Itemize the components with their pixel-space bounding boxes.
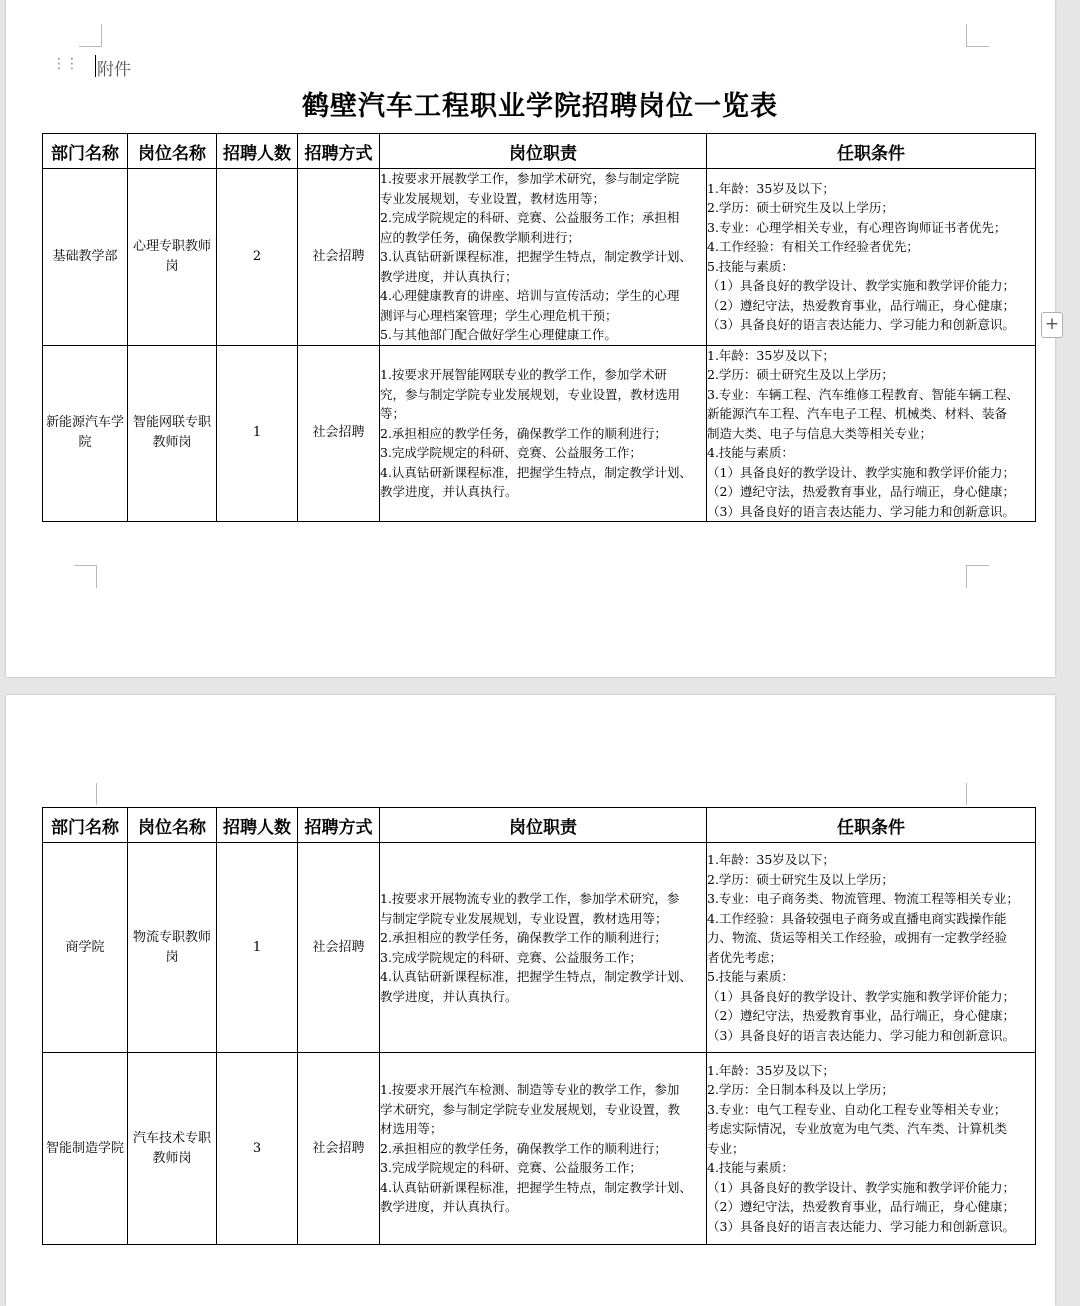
requirement-line: 新能源汽车工程、汽车电子工程、机械类、材料、装备 (707, 406, 1008, 421)
header-duties: 岗位职责 (380, 808, 707, 843)
requirement-line: 3.专业：电气工程专业、自动化工程专业等相关专业； (707, 1101, 1007, 1117)
requirement-line: 3.专业：电子商务类、物流管理、物流工程等相关专业； (707, 891, 1019, 906)
duty-line: 2.承担相应的教学任务，确保教学工作的顺利进行； (380, 425, 667, 441)
requirement-line: （2）遵纪守法，热爱教育事业，品行端正，身心健康； (707, 1008, 1015, 1023)
duty-line: 5.与其他部门配合做好学生心理健康工作。 (380, 327, 617, 342)
cell-count: 1 (217, 345, 298, 522)
requirement-line: 4.工作经验：具备较强电子商务或直播电商实践操作能 (707, 910, 1007, 926)
cell-position: 物流专职教师岗 (128, 843, 217, 1053)
cell-position: 心理专职教师岗 (128, 169, 217, 346)
requirement-line: 1.年龄：35岁及以下； (707, 180, 835, 196)
duty-line: 应的教学任务，确保教学顺利进行； (380, 229, 581, 245)
document-title: 鹤壁汽车工程职业学院招聘岗位一览表 (302, 91, 778, 122)
duty-line: 3.认真钻研新课程标准，把握学生特点，制定教学计划、 (380, 249, 692, 264)
header-count: 招聘人数 (217, 808, 298, 843)
cell-method: 社会招聘 (298, 843, 380, 1053)
duty-line: 等； (380, 406, 406, 421)
duty-line: 1.按要求开展汽车检测、制造等专业的教学工作，参加 (380, 1082, 680, 1098)
duty-line: 2.承担相应的教学任务，确保教学工作的顺利进行； (380, 930, 667, 945)
duty-line: 4.认真钻研新课程标准，把握学生特点，制定教学计划、 (380, 1179, 692, 1195)
duty-line: 教学进度，并认真执行。 (380, 484, 518, 499)
cell-method: 社会招聘 (298, 345, 380, 522)
requirement-line: 2.学历：全日制本科及以上学历； (707, 1082, 894, 1098)
cell-count: 2 (217, 169, 298, 346)
duty-line: 4.认真钻研新课程标准，把握学生特点，制定教学计划、 (380, 464, 692, 480)
requirement-line: 专业； (707, 1140, 745, 1156)
requirement-line: 3.专业：心理学相关专业，有心理咨询师证书者优先； (707, 219, 1007, 235)
margin-corner-mark (79, 24, 102, 47)
requirement-line: 制造大类、电子与信息大类等相关专业； (707, 425, 933, 441)
duty-line: 专业发展规划，专业设置，教材选用等； (380, 190, 606, 206)
cell-method: 社会招聘 (298, 1053, 380, 1245)
cell-count: 1 (217, 843, 298, 1053)
header-method: 招聘方式 (298, 808, 380, 843)
duty-line: 3.完成学院规定的科研、竞赛、公益服务工作； (380, 1160, 642, 1176)
header-position: 岗位名称 (128, 808, 217, 843)
requirement-line: 1.年龄：35岁及以下； (707, 347, 835, 363)
requirement-line: （3）具备良好的语言表达能力、学习能力和创新意识。 (707, 1027, 1015, 1043)
header-requirements: 任职条件 (707, 134, 1036, 169)
duty-line: 3.完成学院规定的科研、竞赛、公益服务工作； (380, 445, 642, 460)
cell-requirements (707, 1053, 1036, 1245)
recruitment-table-page-1 (42, 133, 1036, 522)
duty-line: 材选用等； (380, 1121, 443, 1137)
cell-dept: 智能制造学院 (43, 1053, 128, 1245)
cell-dept: 商学院 (43, 843, 128, 1053)
table-row (43, 1053, 1036, 1245)
cell-requirements (707, 843, 1036, 1053)
requirement-line: 2.学历：硕士研究生及以上学历； (707, 200, 894, 216)
requirement-line: 5.技能与素质： (707, 969, 794, 984)
add-row-button[interactable]: + (1041, 312, 1063, 338)
cell-requirements (707, 169, 1036, 346)
table-row (43, 169, 1036, 346)
text-cursor (95, 55, 96, 77)
margin-corner-mark (966, 24, 989, 47)
cell-count: 3 (217, 1053, 298, 1245)
duty-line: 2.完成学院规定的科研、竞赛、公益服务工作；承担相 (380, 210, 680, 225)
requirement-line: （3）具备良好的语言表达能力、学习能力和创新意识。 (707, 503, 1015, 519)
margin-corner-mark (74, 783, 97, 805)
cell-position: 汽车技术专职教师岗 (128, 1053, 217, 1245)
margin-corner-mark (966, 565, 989, 588)
cell-method: 社会招聘 (298, 169, 380, 346)
duty-line: 教学进度，并认真执行。 (380, 988, 518, 1004)
requirement-line: （2）遵纪守法，热爱教育事业，品行端正，身心健康； (707, 484, 1015, 499)
requirement-line: 4.技能与素质： (707, 1160, 794, 1176)
table-row (43, 843, 1036, 1053)
header-requirements: 任职条件 (707, 808, 1036, 843)
table-header-row (43, 808, 1036, 843)
header-dept: 部门名称 (43, 134, 128, 169)
header-count: 招聘人数 (217, 134, 298, 169)
requirement-line: （2）遵纪守法，热爱教育事业，品行端正，身心健康； (707, 1199, 1015, 1215)
cell-dept: 新能源汽车学院 (43, 345, 128, 522)
table-row (43, 345, 1036, 522)
duty-line: 1.按要求开展物流专业的教学工作，参加学术研究，参 (380, 891, 680, 906)
duty-line: 1.按要求开展智能网联专业的教学工作，参加学术研 (380, 367, 667, 382)
requirement-line: （1）具备良好的教学设计、教学实施和教学评价能力； (707, 1179, 1015, 1195)
header-method: 招聘方式 (298, 134, 380, 169)
cell-requirements (707, 345, 1036, 522)
duty-line: 究，参与制定学院专业发展规划，专业设置，教材选用 (380, 386, 681, 402)
requirement-line: 5.技能与素质： (707, 258, 794, 274)
cell-dept: 基础教学部 (43, 169, 128, 346)
header-duties: 岗位职责 (380, 134, 707, 169)
duty-line: 教学进度，并认真执行。 (380, 1199, 518, 1215)
requirement-line: （1）具备良好的教学设计、教学实施和教学评价能力； (707, 464, 1015, 480)
duty-line: 测评与心理档案管理；学生心理危机干预； (380, 307, 618, 323)
duty-line: 4.认真钻研新课程标准，把握学生特点，制定教学计划、 (380, 969, 692, 984)
duty-line: 学术研究，参与制定学院专业发展规划，专业设置，教 (380, 1101, 681, 1117)
cell-duties (380, 843, 707, 1053)
requirement-line: 2.学历：硕士研究生及以上学历； (707, 871, 894, 887)
requirement-line: 3.专业：车辆工程、汽车维修工程教育、智能车辆工程、 (707, 386, 1019, 402)
header-position: 岗位名称 (128, 134, 217, 169)
cell-duties (380, 345, 707, 522)
margin-corner-mark (74, 565, 97, 588)
duty-line: 4.心理健康教育的讲座、培训与宣传活动；学生的心理 (380, 288, 680, 303)
requirement-line: 考虑实际情况，专业放宽为电气类、汽车类、计算机类 (707, 1121, 1008, 1137)
requirement-line: （3）具备良好的语言表达能力、学习能力和创新意识。 (707, 317, 1015, 333)
duty-line: 教学进度，并认真执行； (380, 268, 518, 284)
cell-duties (380, 1053, 707, 1245)
table-header-row (43, 134, 1036, 169)
requirement-line: 1.年龄：35岁及以下； (707, 1062, 835, 1078)
duty-line: 3.完成学院规定的科研、竞赛、公益服务工作； (380, 949, 642, 965)
cell-position: 智能网联专职教师岗 (128, 345, 217, 522)
requirement-line: 者优先考虑； (707, 949, 783, 965)
requirement-line: 4.工作经验：有相关工作经验者优先； (707, 239, 919, 255)
requirement-line: （2）遵纪守法，热爱教育事业，品行端正，身心健康； (707, 297, 1015, 313)
recruitment-table-page-2 (42, 807, 1036, 1245)
duty-line: 2.承担相应的教学任务，确保教学工作的顺利进行； (380, 1140, 667, 1156)
requirement-line: （3）具备良好的语言表达能力、学习能力和创新意识。 (707, 1218, 1015, 1234)
header-dept: 部门名称 (43, 808, 128, 843)
cell-duties (380, 169, 707, 346)
attachment-label: 附件 (97, 60, 131, 80)
margin-corner-mark (966, 783, 989, 805)
drag-handle-icon[interactable]: ⋮⋮ (52, 56, 78, 72)
requirement-line: 2.学历：硕士研究生及以上学历； (707, 367, 894, 382)
duty-line: 1.按要求开展教学工作，参加学术研究，参与制定学院 (380, 171, 680, 186)
requirement-line: 力、物流、货运等相关工作经验，或拥有一定教学经验 (707, 930, 1008, 945)
requirement-line: 4.技能与素质： (707, 445, 794, 460)
duty-line: 与制定学院专业发展规划，专业设置，教材选用等； (380, 910, 668, 926)
requirement-line: （1）具备良好的教学设计、教学实施和教学评价能力； (707, 278, 1015, 294)
requirement-line: （1）具备良好的教学设计、教学实施和教学评价能力； (707, 988, 1015, 1004)
requirement-line: 1.年龄：35岁及以下； (707, 852, 835, 867)
